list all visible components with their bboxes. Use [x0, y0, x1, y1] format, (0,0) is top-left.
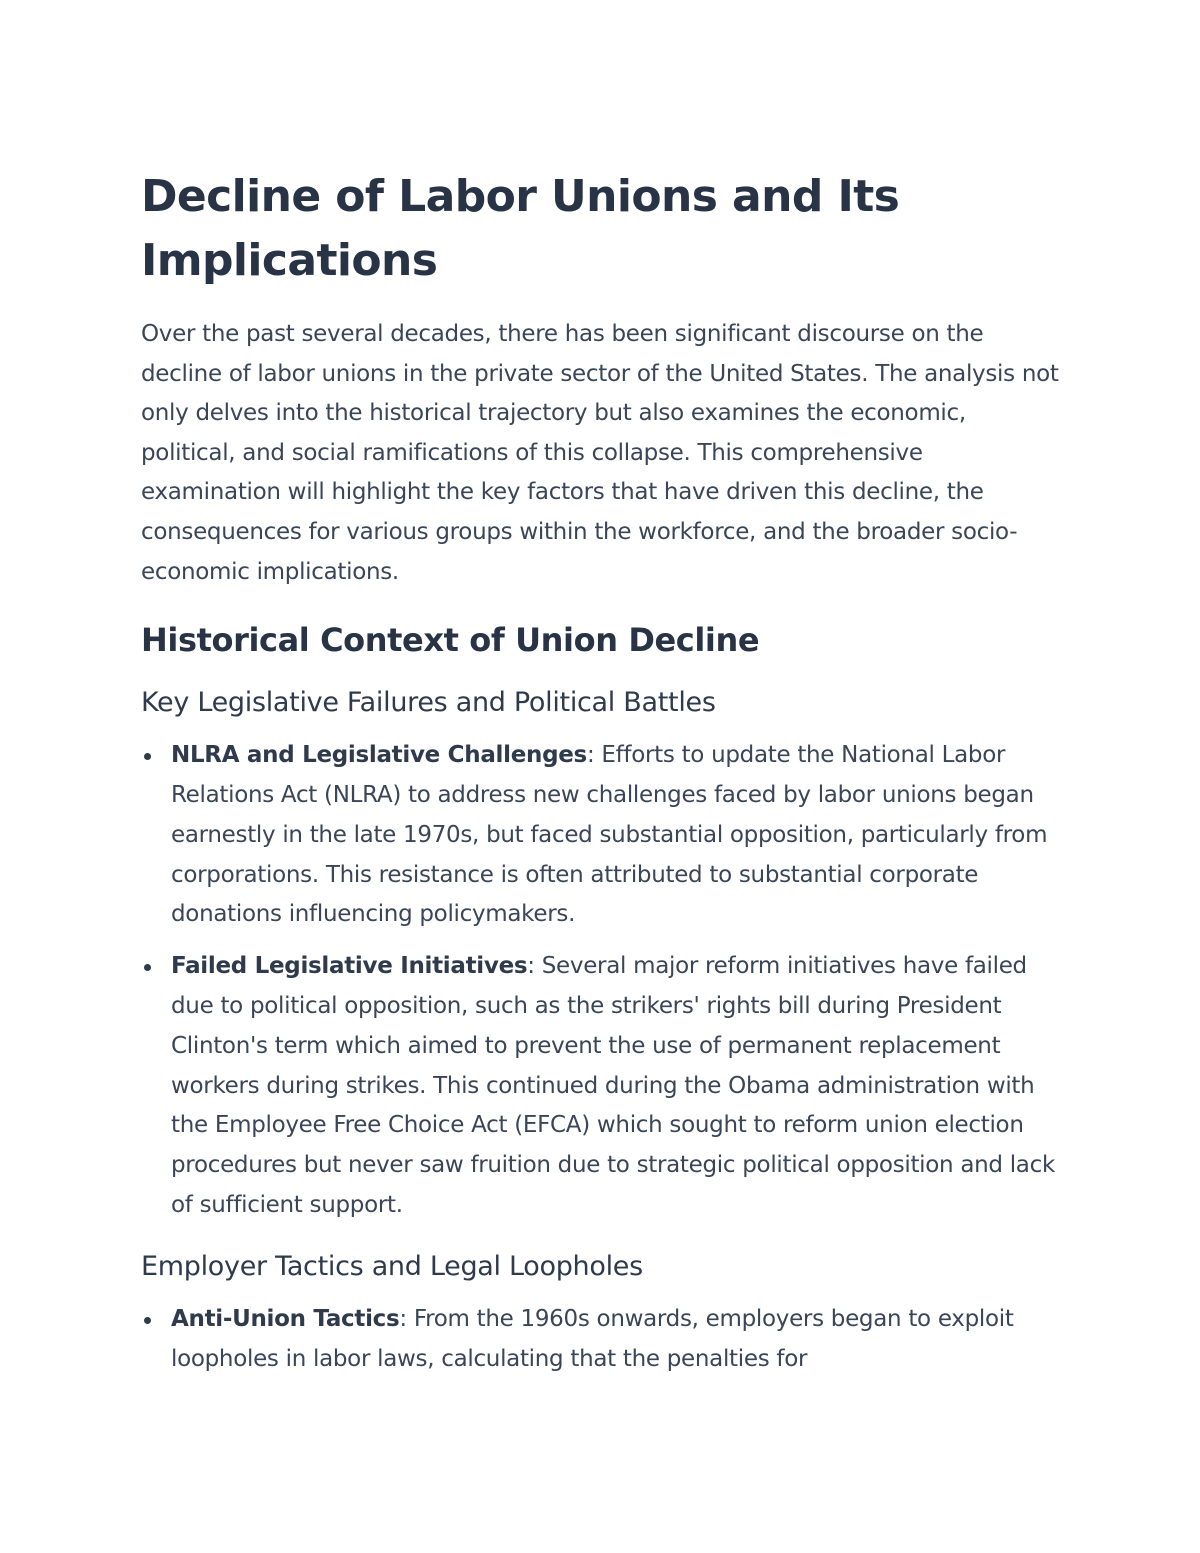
list-item — [141, 947, 1061, 1226]
subsection-heading-legislative: Key Legislative Failures and Political Battles — [141, 687, 716, 719]
list-item-term: NLRA and Legislative Challenges — [171, 742, 587, 769]
document-title: Decline of Labor Unions and Its Implications — [141, 171, 900, 286]
section-heading: Historical Context of Union Decline — [141, 621, 760, 660]
bullet-icon — [144, 753, 151, 760]
list-item-text: : Several major reform initiatives have failed due to political opposition, such as the strikers' rights bill during President Clinton's term which aimed to prevent the use of permanent replacement workers during strikes. This continued during the Obama administration with the Employee Free Choice Act (EFCA) which sought to reform union election procedures but never saw fruition due to strategic political opposition and lack of sufficient support. — [171, 953, 1055, 1218]
intro-paragraph: Over the past several decades, there has been significant discourse on the decline of labor unions in the private sector of the United States. The analysis not only delves into the historical trajectory but also examines the economic, political, and social ramifications of this collapse. This comprehensive examination will highlight the key factors that have driven this decline, the consequences for various groups within the workforce, and the broader socio-economic implications. — [141, 321, 1059, 585]
bullet-icon — [144, 1317, 151, 1324]
employer-list — [141, 1300, 1061, 1380]
list-item-text: : Efforts to update the National Labor Relations Act (NLRA) to address new challenges faced by labor unions began earnestly in the late 1970s, but faced substantial opposition, particularly from corporations. This resistance is often attributed to substantial corporate donations influencing policymakers. — [171, 742, 1048, 928]
list-item-term: Anti-Union Tactics — [171, 1305, 400, 1332]
legislative-list — [141, 736, 1061, 1226]
list-item-text: : From the 1960s onwards, employers began to exploit loopholes in labor laws, calculating that the penalties for — [171, 1305, 1014, 1372]
bullet-icon — [144, 964, 151, 971]
document-page — [141, 165, 1061, 1391]
list-item — [141, 1300, 1061, 1380]
list-item-term: Failed Legislative Initiatives — [171, 953, 528, 980]
subsection-heading-employer: Employer Tactics and Legal Loopholes — [141, 1250, 643, 1282]
list-item — [141, 736, 1061, 935]
